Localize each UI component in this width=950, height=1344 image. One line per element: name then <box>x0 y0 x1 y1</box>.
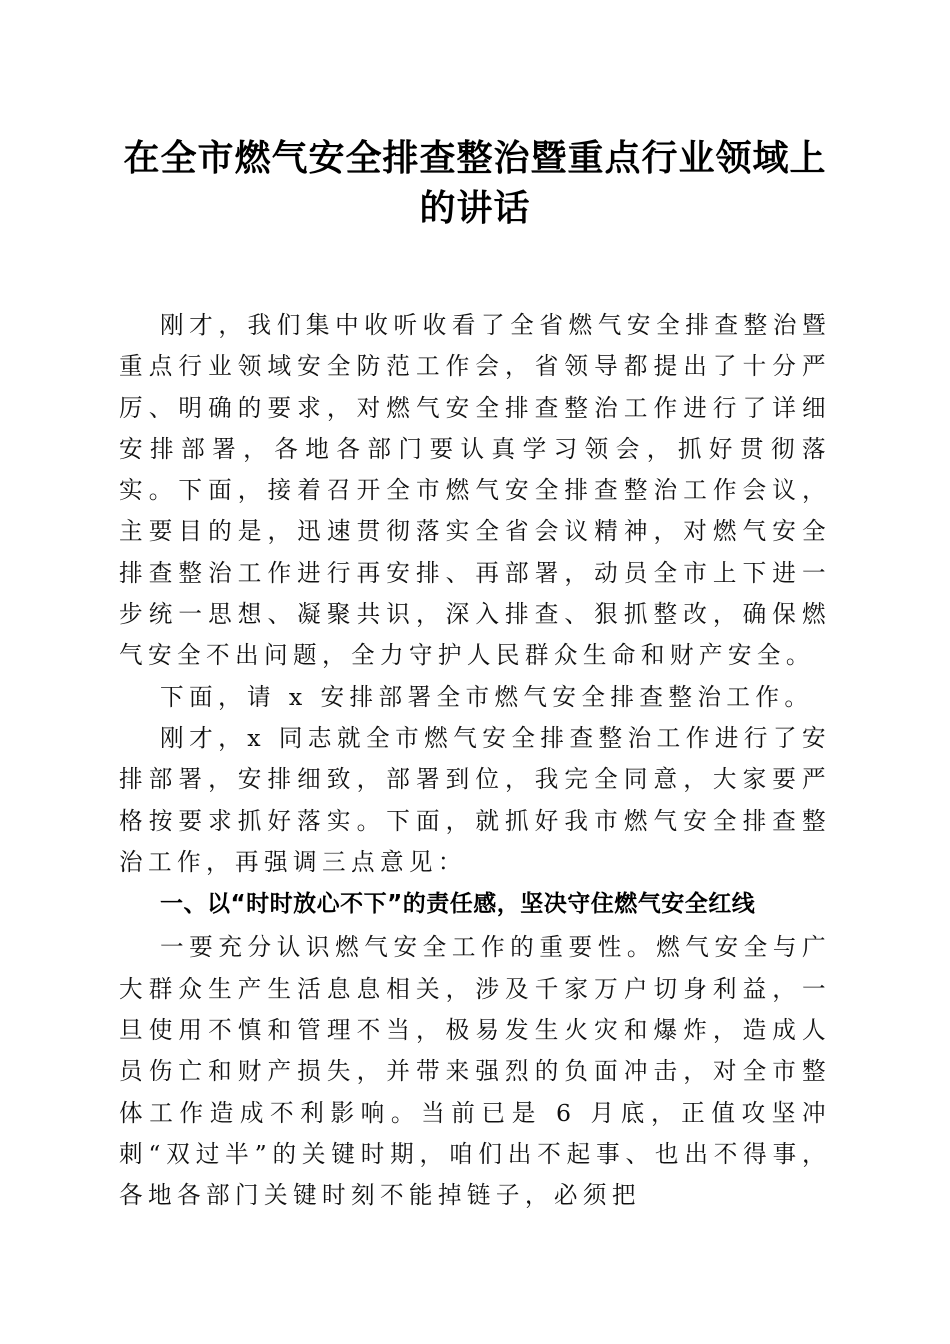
body-paragraph: 刚才，我们集中收听收看了全省燃气安全排查整治暨重点行业领域安全防范工作会，省领导都提出了十分严厉、明确的要求，对燃气安全排查整治工作进行了详细安排部署，各地各部门要认真学习领会，抓好贯彻落实。下面，接着召开全市燃气安全排查整治工作会议，主要目的是，迅速贯彻落实全省会议精神，对燃气安全排查整治工作进行再安排、再部署，动员全市上下进一步统一思想、凝聚共识，深入排查、狠抓整改，确保燃气安全不出问题，全力守护人民群众生命和财产安全。 <box>119 311 831 670</box>
body-paragraph: 下面，请 x 安排部署全市燃气安全排查整治工作。 <box>160 682 814 711</box>
body-paragraph: 刚才，x 同志就全市燃气安全排查整治工作进行了安排部署，安排细致，部署到位，我完全同意，大家要严格按要求抓好落实。下面，就抓好我市燃气安全排查整治工作，再强调三点意见： <box>119 723 831 876</box>
document-body <box>119 305 831 1217</box>
document-title: 在全市燃气安全排查整治暨重点行业领域上的讲话 <box>123 137 827 229</box>
section-heading: 一、以“时时放心不下”的责任感，坚决守住燃气安全红线 <box>160 891 756 918</box>
section-paragraph: 一要充分认识燃气安全工作的重要性。燃气安全与广大群众生产生活息息相关，涉及千家万户切身利益，一旦使用不慎和管理不当，极易发生火灾和爆炸，造成人员伤亡和财产损失，并带来强烈的负面冲击，对全市整体工作造成不利影响。当前已是 6 月底，正值攻坚冲刺“双过半”的关键时期，咱们出不起事、也出不得事，各地各部门关键时刻不能掉链子，必须把 <box>119 933 831 1210</box>
